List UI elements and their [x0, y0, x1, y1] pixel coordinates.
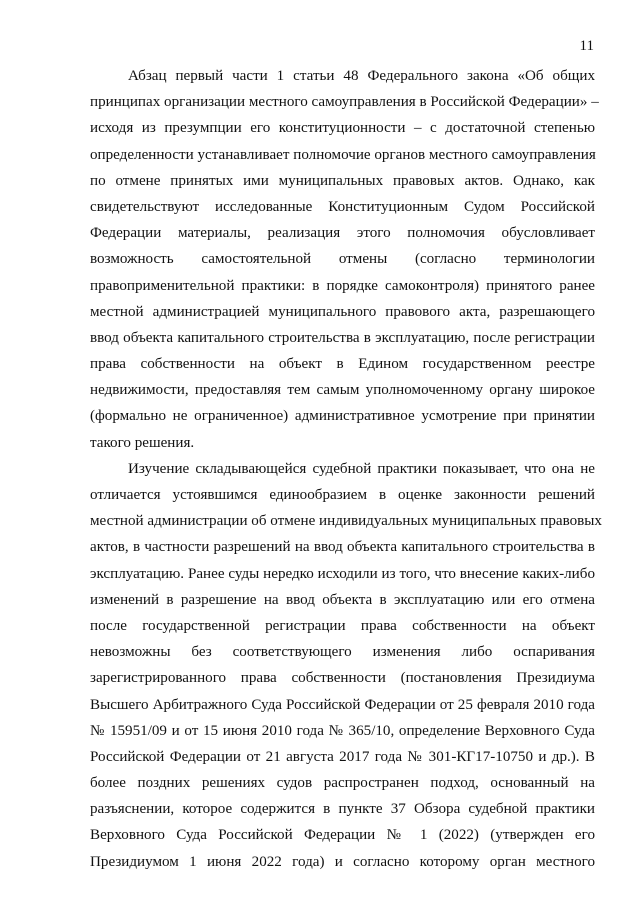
- text-line: (формально не ограниченное) административное усмотрение при принятии: [90, 408, 595, 425]
- text-line: определенности устанавливает полномочие органов местного самоуправления: [90, 146, 596, 163]
- text-line: зарегистрированного права собственности (постановления Президиума: [90, 670, 595, 687]
- text-line: свидетельствуют исследованные Конституционным Судом Российской: [90, 198, 595, 215]
- text-line: такого решения.: [90, 434, 195, 451]
- text-line: отличается устоявшимся единообразием в оценке законности решений: [90, 487, 595, 503]
- text-line: изменений в разрешение на ввод объекта в эксплуатацию или его отмена: [90, 591, 595, 608]
- paragraph: [90, 63, 599, 456]
- text-line: Президиумом 1 июня 2022 года) и согласно которому орган местного: [90, 853, 595, 870]
- text-line: по отмене принятых ими муниципальных правовых актов. Однако, как: [90, 172, 595, 189]
- text-line: исходя из презумпции его конституционности – с достаточной степенью: [90, 120, 595, 137]
- paragraph: [90, 456, 602, 875]
- text-line: разъяснении, которое содержится в пункте 37 Обзора судебной практики: [90, 801, 595, 818]
- text-line: невозможны без соответствующего изменения либо оспаривания: [90, 644, 595, 661]
- text-line: ввод объекта капитального строительства в эксплуатацию, после регистрации: [90, 329, 595, 346]
- text-line: актов, в частности разрешений на ввод объекта капитального строительства в: [90, 539, 595, 556]
- document-body: [90, 63, 602, 875]
- text-line: права собственности на объект в Едином государственном реестре: [90, 356, 595, 373]
- text-line: правоприменительной практики: в порядке самоконтроля) принятого ранее: [90, 277, 595, 294]
- text-line: принципах организации местного самоуправления в Российской Федерации» –: [90, 94, 599, 111]
- text-line: № 15951/09 и от 15 июня 2010 года № 365/10, определение Верховного Суда: [90, 722, 595, 739]
- text-line: возможность самостоятельной отмены (согласно терминологии: [90, 251, 595, 268]
- text-line: Верховного Суда Российской Федерации № 1 (2022) (утвержден его: [90, 827, 595, 844]
- text-line: Российской Федерации от 21 августа 2017 года № 301-КГ17-10750 и др.). В: [90, 748, 595, 765]
- text-line: Изучение складывающейся судебной практики показывает, что она не: [128, 460, 595, 477]
- text-line: недвижимости, предоставляя тем самым уполномоченному органу широкое: [90, 382, 595, 399]
- page-number: 11: [579, 38, 594, 54]
- text-line: местной администрацией муниципального правового акта, разрешающего: [90, 303, 595, 320]
- text-line: более поздних решениях судов распространен подход, основанный на: [90, 775, 595, 792]
- text-line: Высшего Арбитражного Суда Российской Федерации от 25 февраля 2010 года: [90, 696, 595, 713]
- text-line: местной администрации об отмене индивидуальных муниципальных правовых: [90, 513, 602, 530]
- text-line: после государственной регистрации права собственности на объект: [90, 617, 595, 634]
- text-line: эксплуатацию. Ранее суды нередко исходили из того, что внесение каких-либо: [90, 565, 595, 582]
- text-line: Абзац первый части 1 статьи 48 Федерального закона «Об общих: [128, 68, 595, 84]
- text-line: Федерации материалы, реализация этого полномочия обусловливает: [90, 225, 595, 242]
